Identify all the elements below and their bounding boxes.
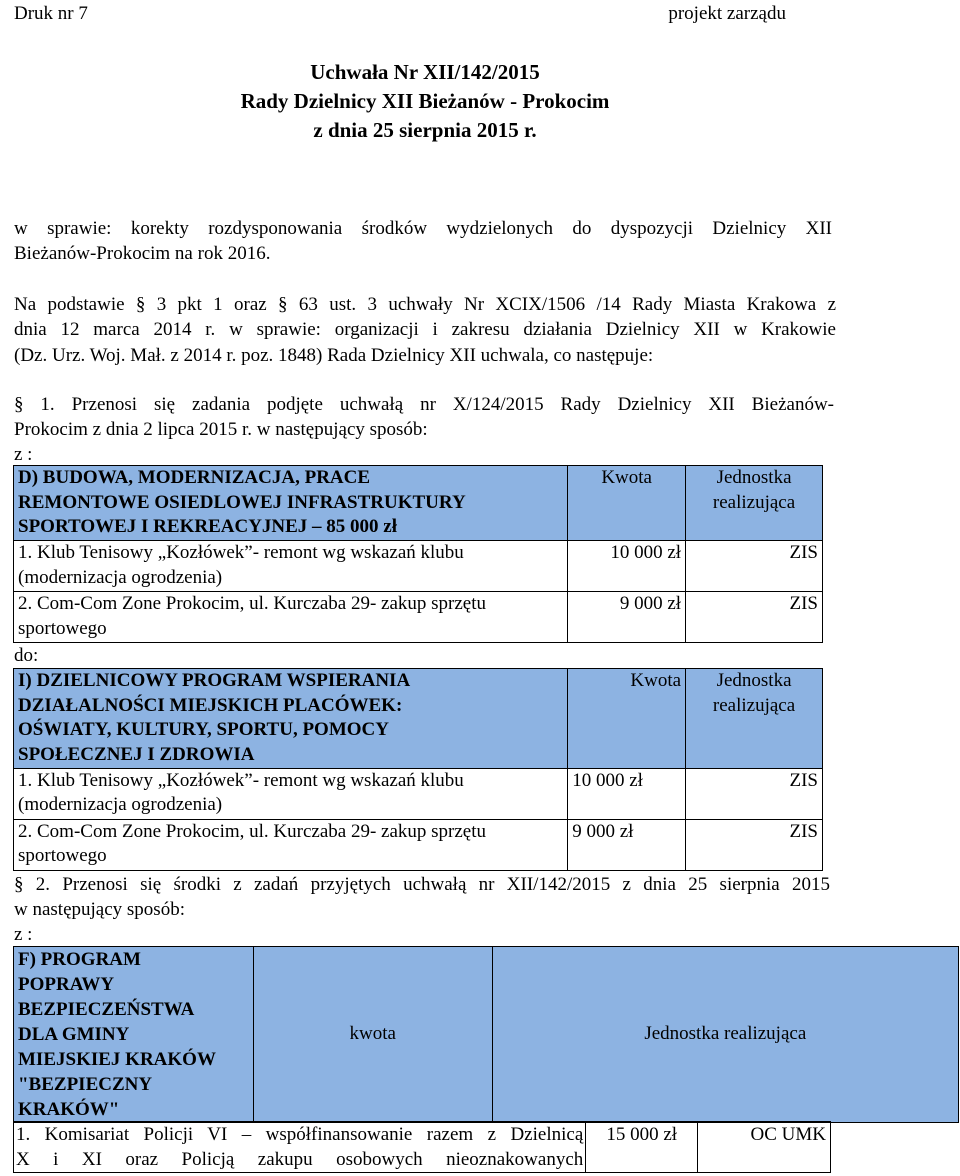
- basis-line-2: dnia 12 marca 2014 r. w sprawie: organizacji i zakresu działania Dzielnicy XII w Krakowie: [14, 319, 836, 340]
- title-line-1: Uchwała Nr XII/142/2015: [310, 60, 540, 84]
- amount-column-header: Kwota: [568, 669, 686, 769]
- resolution-title: [0, 58, 850, 145]
- basis-line-1: Na podstawie § 3 pkt 1 oraz § 63 ust. 3 uchwały Nr XCIX/1506 /14 Rady Miasta Krakowa z: [14, 294, 836, 315]
- table-to-header: [14, 669, 823, 769]
- row-amount: 9 000 zł: [568, 592, 686, 643]
- row-amount: 9 000 zł: [568, 819, 686, 870]
- para2-line-2: w następujący sposób:: [14, 899, 185, 920]
- row-description: 1. Komisariat Policji VI – współfinansowanie razem z Dzielnicą X i XI oraz Policją zakupu osobowych nieoznakowanych: [14, 1122, 586, 1173]
- document-number: Druk nr 7: [14, 3, 88, 24]
- table-from-2: [13, 946, 959, 1123]
- row-amount: 10 000 zł: [568, 541, 686, 592]
- para1-line-2: Prokocim z dnia 2 lipca 2015 r. w następujący sposób:: [14, 419, 428, 440]
- subject-line-1: w sprawie: korekty rozdysponowania środków wydzielonych do dyspozycji Dzielnicy XII: [14, 218, 832, 239]
- para1-line-1: § 1. Przenosi się zadania podjęte uchwałą nr X/124/2015 Rady Dzielnicy XII Bieżanów-: [14, 394, 834, 415]
- title-line-2: Rady Dzielnicy XII Bieżanów - Prokocim: [240, 89, 610, 113]
- from-label-2: z :: [14, 924, 33, 945]
- row-amount: 10 000 zł: [568, 768, 686, 819]
- table-row: [14, 768, 823, 819]
- table-row: [14, 1122, 831, 1173]
- basis-line-3: (Dz. Urz. Woj. Mał. z 2014 r. poz. 1848) Rada Dzielnicy XII uchwala, co następuje:: [14, 345, 654, 366]
- unit-column-header: Jednostka realizująca: [492, 947, 958, 1123]
- table-from-2-row: [13, 1121, 831, 1173]
- table-from-2-header: [14, 947, 959, 1123]
- from-label: z :: [14, 444, 33, 465]
- row-description: 2. Com-Com Zone Prokocim, ul. Kurczaba 29- zakup sprzętu sportowego: [14, 819, 568, 870]
- row-description: 1. Klub Tenisowy „Kozłówek”- remont wg wskazań klubu (modernizacja ogrodzenia): [14, 768, 568, 819]
- row-amount: 15 000 zł: [586, 1122, 698, 1173]
- section-title: F) PROGRAM POPRAWY BEZPIECZEŃSTWA DLA GMINY MIEJSKIEJ KRAKÓW "BEZPIECZNY KRAKÓW": [14, 947, 254, 1123]
- to-label: do:: [14, 645, 39, 666]
- table-to: [13, 668, 823, 871]
- row-unit: ZIS: [686, 592, 823, 643]
- amount-column-header: Kwota: [568, 466, 686, 541]
- table-row: [14, 541, 823, 592]
- table-from-header: [14, 466, 823, 541]
- row-description: 2. Com-Com Zone Prokocim, ul. Kurczaba 29- zakup sprzętu sportowego: [14, 592, 568, 643]
- table-row: [14, 592, 823, 643]
- section-title: D) BUDOWA, MODERNIZACJA, PRACE REMONTOWE OSIEDLOWEJ INFRASTRUKTURY SPORTOWEJ I REKREACYJNEJ – 85 000 zł: [14, 466, 568, 541]
- row-unit: ZIS: [686, 768, 823, 819]
- table-row: [14, 819, 823, 870]
- row-unit: ZIS: [686, 541, 823, 592]
- table-from: [13, 465, 823, 643]
- row-unit: OC UMK: [698, 1122, 831, 1173]
- unit-column-header: Jednostka realizująca: [686, 669, 823, 769]
- para2-line-1: § 2. Przenosi się środki z zadań przyjętych uchwałą nr XII/142/2015 z dnia 25 sierpnia 2015: [14, 874, 830, 895]
- amount-column-header: kwota: [253, 947, 492, 1123]
- draft-label: projekt zarządu: [668, 3, 786, 24]
- unit-column-header: Jednostka realizująca: [686, 466, 823, 541]
- subject-line-2: Bieżanów-Prokocim na rok 2016.: [14, 243, 271, 264]
- title-line-3: z dnia 25 sierpnia 2015 r.: [313, 118, 537, 142]
- row-description: 1. Klub Tenisowy „Kozłówek”- remont wg wskazań klubu (modernizacja ogrodzenia): [14, 541, 568, 592]
- section-title: I) DZIELNICOWY PROGRAM WSPIERANIA DZIAŁALNOŚCI MIEJSKICH PLACÓWEK: OŚWIATY, KULTURY, SPORTU, POMOCY SPOŁECZNEJ I ZDROWIA: [14, 669, 568, 769]
- row-unit: ZIS: [686, 819, 823, 870]
